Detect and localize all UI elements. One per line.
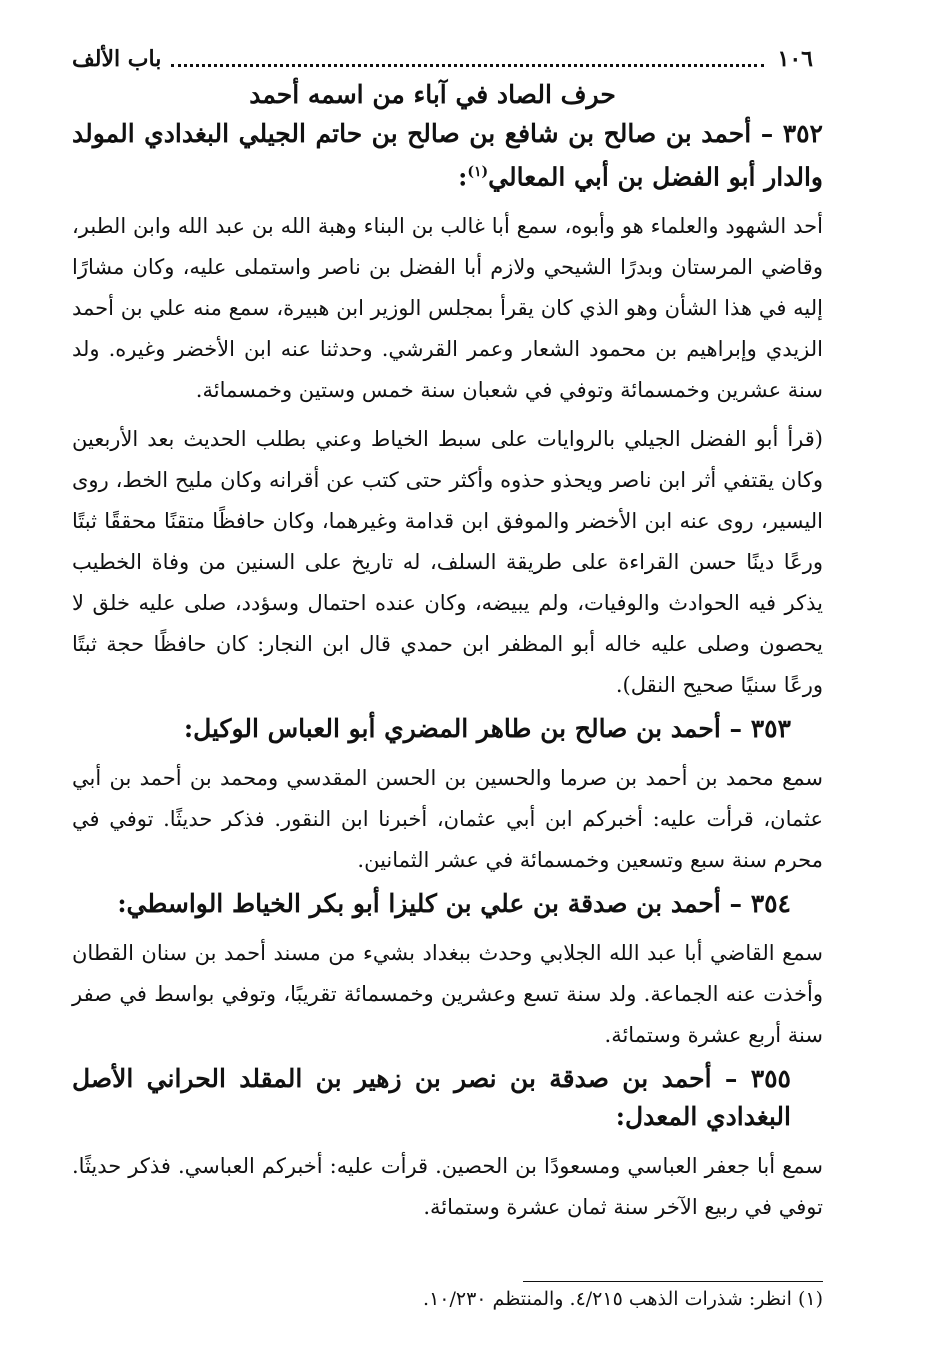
footnote-marker: (١): [467, 164, 489, 180]
entry-353-paragraph: سمع محمد بن أحمد بن صرما والحسين بن الحسن المقدسي ومحمد بن أحمد بن أبي عثمان، قرأت عليه: أخبركم ابن أبي عثمان، أخبرنا ابن النقور. فذكر حديثًا. توفي في محرم سنة سبع وتسعين وخمسمائة في عشر الثمانين.: [72, 766, 823, 873]
entry-354-heading: ٣٥٤ – أحمد بن صدقة بن علي بن كليزا أبو بكر الخياط الواسطي:: [117, 889, 791, 919]
entry-353-heading: ٣٥٣ – أحمد بن صالح بن طاهر المضري أبو العباس الوكيل:: [183, 714, 791, 744]
entry-355-heading: ٣٥٥ – أحمد بن صدقة بن نصر بن زهير بن المقلد الحراني الأصل البغدادي المعدل:: [72, 1064, 791, 1132]
chapter-title: باب الألف: [72, 46, 162, 72]
page-number: ١٠٦: [777, 46, 813, 72]
entry-352-heading-text: ٣٥٢ – أحمد بن صالح بن شافع بن صالح بن حاتم الجيلي البغدادي المولد والدار أبو الفضل بن أبي المعالي: [72, 119, 823, 192]
entry-352-heading-colon: :: [458, 162, 468, 192]
leader-dots: [171, 52, 763, 67]
entry-355-paragraph: سمع أبا جعفر العباسي ومسعودًا بن الحصين. قرأت عليه: أخبركم العباسي. فذكر حديثًا. توفي في ربيع الآخر سنة ثمان عشرة وستمائة.: [72, 1154, 823, 1220]
entry-354-paragraph: سمع القاضي أبا عبد الله الجلابي وحدث ببغداد بشيء من مسند أحمد بن سنان القطان وأخذت عنه الجماعة. ولد سنة تسع وعشرين وخمسمائة تقريبًا، وتوفي بواسط في صفر سنة أربع عشرة وستمائة.: [72, 941, 823, 1048]
footnote: (١) انظر: شذرات الذهب ٤/٢١٥. والمنتظم ١٠/٢٣٠.: [423, 1288, 823, 1310]
section-heading: حرف الصاد في آباء من اسمه أحمد: [249, 80, 616, 109]
entry-352-paragraph-1: أحد الشهود والعلماء هو وأبوه، سمع أبا غالب بن البناء وهبة الله بن عبد الله وابن الطبر، وقاضي المرستان وبدرًا الشيحي ولازم أبا الفضل بن ناصر واستملى عليه، وكان مشارًا إليه في هذا الشأن وهو الذي كان يقرأ بمجلس الوزير ابن هبيرة، سمع منه علي بن أحمد الزيدي وإبراهيم بن محمود الشعار وعمر القرشي. وحدثنا عنه ابن الأخضر وغيره. ولد سنة عشرين وخمسمائة وتوفي في شعبان سنة خمس وستين وخمسمائة.: [72, 214, 823, 403]
entry-352-paragraph-2: (قرأ أبو الفضل الجيلي بالروايات على سبط الخياط وعني بطلب الحديث بعد الأربعين وكان يقتفي أثر ابن ناصر ويحذو حذوه وأكثر حتى كتب عن أقرانه وكان مليح الخط، روى اليسير، روى عنه ابن الأخضر والموفق ابن قدامة وغيرهما، وكان حافظًا متقنًا محققًا ثبتًا ورعًا دينًا حسن القراءة على طريقة السلف، له تاريخ على السنين من وفاة الخطيب يذكر فيه الحوادث والوفيات، ولم يبيضه، وكان عنده احتمال وسؤدد، صلى عليه خلق لا يحصون وصلى عليه خاله أبو المظفر ابن حمدي قال ابن النجار: كان حافظًا حجة ثبتًا ورعًا سنيًا صحيح النقل).: [72, 427, 823, 698]
entry-352-heading: [72, 115, 823, 196]
running-head: [72, 40, 823, 78]
footnote-divider: [523, 1281, 823, 1282]
